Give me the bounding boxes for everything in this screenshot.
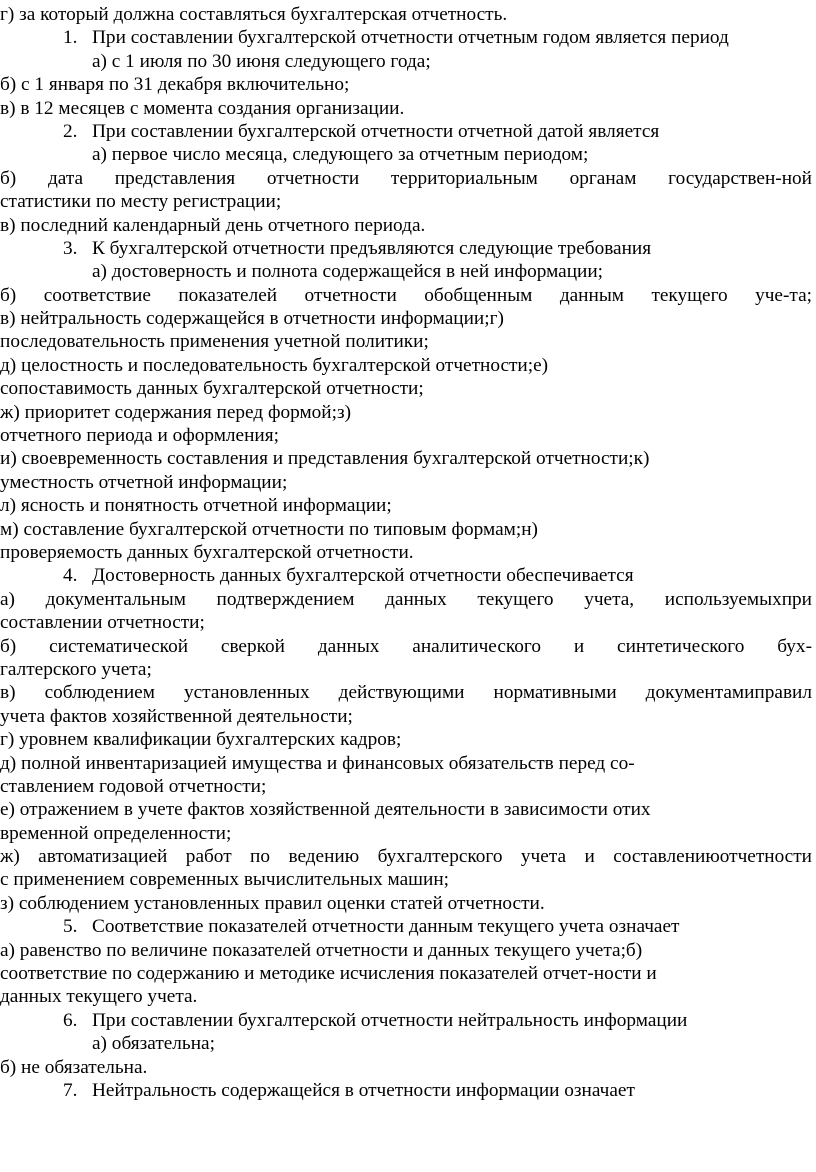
text-line: ж) автоматизацией работ по ведению бухгалтерского учета и составлениюотчетности [0, 846, 812, 868]
text-line: проверяемость данных бухгалтерской отчетности. [0, 541, 414, 563]
text-line: в) последний календарный день отчетного периода. [0, 214, 426, 236]
text-line: данных текущего учета. [0, 986, 198, 1008]
question-text: При составлении бухгалтерской отчетности отчетным годом является период [92, 27, 729, 49]
text-line: б) соответствие показателей отчетности обобщенным данным текущего уче-та; [0, 284, 812, 306]
text-line: з) соблюдением установленных правил оценки статей отчетности. [0, 892, 545, 914]
text-line: б) с 1 января по 31 декабря включительно; [0, 74, 350, 96]
text-line: временной определенности; [0, 822, 232, 844]
text-line: галтерского учета; [0, 658, 152, 680]
question-text: При составлении бухгалтерской отчетности отчетной датой является [92, 120, 660, 142]
text-line: уместность отчетной информации; [0, 471, 288, 493]
question-number: 5. [63, 916, 78, 938]
question-text: Нейтральность содержащейся в отчетности информации означает [92, 1079, 635, 1101]
text-line: сопоставимость данных бухгалтерской отчетности; [0, 378, 424, 400]
question-text: Соответствие показателей отчетности данным текущего учета означает [92, 916, 680, 938]
question-number: 7. [63, 1079, 78, 1101]
question-line [0, 1079, 812, 1102]
text-line: л) ясность и понятность отчетной информации; [0, 495, 392, 517]
answer-first-option: а) первое число месяца, следующего за отчетным периодом; [92, 144, 589, 166]
question-line [0, 1009, 812, 1032]
text-line: в) нейтральность содержащейся в отчетности информации;г) [0, 308, 504, 330]
question-text: Достоверность данных бухгалтерской отчетности обеспечивается [92, 565, 634, 587]
answer-first-option: а) достоверность и полнота содержащейся в ней информации; [92, 261, 604, 283]
text-line: учета фактов хозяйственной деятельности; [0, 705, 353, 727]
text-line: е) отражением в учете фактов хозяйственной деятельности в зависимости отих [0, 799, 651, 821]
question-number: 4. [63, 565, 78, 587]
text-line: с применением современных вычислительных машин; [0, 869, 449, 891]
answer-first-option: а) обязательна; [92, 1033, 215, 1055]
question-number: 3. [63, 237, 78, 259]
question-number: 6. [63, 1009, 78, 1031]
text-line: м) составление бухгалтерской отчетности по типовым формам;н) [0, 518, 538, 540]
question-line [0, 915, 812, 938]
answer-first-option: а) с 1 июля по 30 июня следующего года; [92, 50, 431, 72]
question-line [0, 120, 812, 143]
text-line: г) уровнем квалификации бухгалтерских кадров; [0, 729, 402, 751]
text-line: б) систематической сверкой данных аналитического и синтетического бух- [0, 635, 812, 657]
text-line: ж) приоритет содержания перед формой;з) [0, 401, 352, 423]
text-line: б) не обязательна. [0, 1056, 148, 1078]
question-number: 2. [63, 120, 78, 142]
text-line: последовательность применения учетной политики; [0, 331, 429, 353]
text-line: д) целостность и последовательность бухгалтерской отчетности;е) [0, 354, 549, 376]
text-line: и) своевременность составления и представления бухгалтерской отчетности;к) [0, 448, 650, 470]
text-line: в) соблюдением установленных действующими нормативными документамиправил [0, 682, 812, 704]
question-line [0, 26, 812, 49]
question-line [0, 237, 812, 260]
question-text: К бухгалтерской отчетности предъявляются следующие требования [92, 237, 652, 259]
text-line: в) в 12 месяцев с момента создания организации. [0, 97, 405, 119]
text-line: отчетного периода и оформления; [0, 425, 279, 447]
question-line [0, 564, 812, 587]
text-line: статистики по месту регистрации; [0, 191, 282, 213]
text-line: б) дата представления отчетности территориальным органам государствен-ной [0, 167, 812, 189]
text-line: д) полной инвентаризацией имущества и финансовых обязательств перед со- [0, 752, 635, 774]
question-number: 1. [63, 27, 78, 49]
text-line: соответствие по содержанию и методике исчисления показателей отчет-ности и [0, 963, 657, 985]
text-line: а) документальным подтверждением данных текущего учета, используемыхпри [0, 588, 812, 610]
text-line: а) равенство по величине показателей отчетности и данных текущего учета;б) [0, 939, 643, 961]
text-line: ставлением годовой отчетности; [0, 775, 267, 797]
question-text: При составлении бухгалтерской отчетности нейтральность информации [92, 1009, 688, 1031]
text-line: г) за который должна составляться бухгалтерская отчетность. [0, 4, 508, 25]
text-line: составлении отчетности; [0, 612, 205, 634]
document-page [0, 3, 812, 1102]
